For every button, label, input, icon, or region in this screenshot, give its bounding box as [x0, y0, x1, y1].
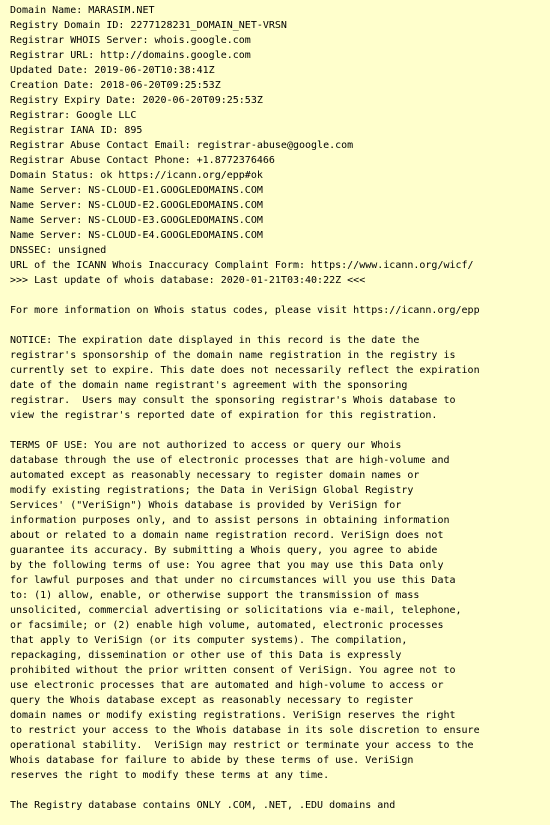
record-line: For more information on Whois status codes, please visit https://icann.org/epp	[10, 305, 480, 316]
record-line: automated except as reasonably necessary to register domain names or	[10, 470, 420, 481]
record-line: Domain Status: ok https://icann.org/epp#ok	[10, 170, 263, 181]
record-line: Services' ("VeriSign") Whois database is provided by VeriSign for	[10, 500, 402, 511]
record-line	[10, 288, 550, 303]
record-line	[10, 423, 550, 438]
record-line: Registry Expiry Date: 2020-06-20T09:25:53Z	[10, 95, 263, 106]
record-line: Registrar: Google LLC	[10, 110, 137, 121]
record-line: by the following terms of use: You agree that you may use this Data only	[10, 560, 444, 571]
record-line: to restrict your access to the Whois database in its sole discretion to ensure	[10, 725, 480, 736]
record-line: NOTICE: The expiration date displayed in this record is the date the	[10, 335, 420, 346]
record-line: database through the use of electronic processes that are high-volume and	[10, 455, 450, 466]
record-line: reserves the right to modify these terms at any time.	[10, 770, 330, 781]
record-line: Domain Name: MARASIM.NET	[10, 5, 155, 16]
record-line: domain names or modify existing registrations. VeriSign reserves the right	[10, 710, 456, 721]
record-line: about or related to a domain name registration record. VeriSign does not	[10, 530, 444, 541]
record-line: Registrar Abuse Contact Email: registrar-abuse@google.com	[10, 140, 354, 151]
record-line	[10, 783, 550, 798]
record-line: that apply to VeriSign (or its computer systems). The compilation,	[10, 635, 408, 646]
record-line: Name Server: NS-CLOUD-E2.GOOGLEDOMAINS.COM	[10, 200, 263, 211]
record-line: date of the domain name registrant's agreement with the sponsoring	[10, 380, 408, 391]
record-line: >>> Last update of whois database: 2020-01-21T03:40:22Z <<<	[10, 275, 366, 286]
record-line: prohibited without the prior written consent of VeriSign. You agree not to	[10, 665, 456, 676]
record-line: for lawful purposes and that under no circumstances will you use this Data	[10, 575, 456, 586]
record-line: Registrar Abuse Contact Phone: +1.8772376466	[10, 155, 275, 166]
record-line: Updated Date: 2019-06-20T10:38:41Z	[10, 65, 215, 76]
record-line: or facsimile; or (2) enable high volume, automated, electronic processes	[10, 620, 444, 631]
record-line: guarantee its accuracy. By submitting a Whois query, you agree to abide	[10, 545, 438, 556]
record-line: URL of the ICANN Whois Inaccuracy Complaint Form: https://www.icann.org/wicf/	[10, 260, 474, 271]
record-line: repackaging, dissemination or other use of this Data is expressly	[10, 650, 402, 661]
record-line: Registrar URL: http://domains.google.com	[10, 50, 251, 61]
record-line: Name Server: NS-CLOUD-E1.GOOGLEDOMAINS.COM	[10, 185, 263, 196]
record-line: Name Server: NS-CLOUD-E3.GOOGLEDOMAINS.COM	[10, 215, 263, 226]
record-line: view the registrar's reported date of expiration for this registration.	[10, 410, 438, 421]
record-line: information purposes only, and to assist persons in obtaining information	[10, 515, 450, 526]
record-line: Whois database for failure to abide by these terms of use. VeriSign	[10, 755, 414, 766]
record-line: currently set to expire. This date does not necessarily reflect the expiration	[10, 365, 480, 376]
record-line: query the Whois database except as reasonably necessary to register	[10, 695, 414, 706]
record-line: unsolicited, commercial advertising or solicitations via e-mail, telephone,	[10, 605, 462, 616]
record-line: Registrar IANA ID: 895	[10, 125, 143, 136]
record-line: use electronic processes that are automated and high-volume to access or	[10, 680, 444, 691]
record-line: The Registry database contains ONLY .COM, .NET, .EDU domains and	[10, 800, 396, 811]
record-line: TERMS OF USE: You are not authorized to access or query our Whois	[10, 440, 402, 451]
record-line: operational stability. VeriSign may restrict or terminate your access to the	[10, 740, 474, 751]
record-line: registrar's sponsorship of the domain name registration in the registry is	[10, 350, 456, 361]
record-line	[10, 318, 550, 333]
record-line: Registry Domain ID: 2277128231_DOMAIN_NET-VRSN	[10, 20, 287, 31]
record-line: Registrar WHOIS Server: whois.google.com	[10, 35, 251, 46]
record-line: Creation Date: 2018-06-20T09:25:53Z	[10, 80, 221, 91]
record-line: Name Server: NS-CLOUD-E4.GOOGLEDOMAINS.COM	[10, 230, 263, 241]
record-line: modify existing registrations; the Data in VeriSign Global Registry	[10, 485, 414, 496]
record-line: DNSSEC: unsigned	[10, 245, 107, 256]
record-line: to: (1) allow, enable, or otherwise support the transmission of mass	[10, 590, 420, 601]
record-line: registrar. Users may consult the sponsoring registrar's Whois database to	[10, 395, 456, 406]
